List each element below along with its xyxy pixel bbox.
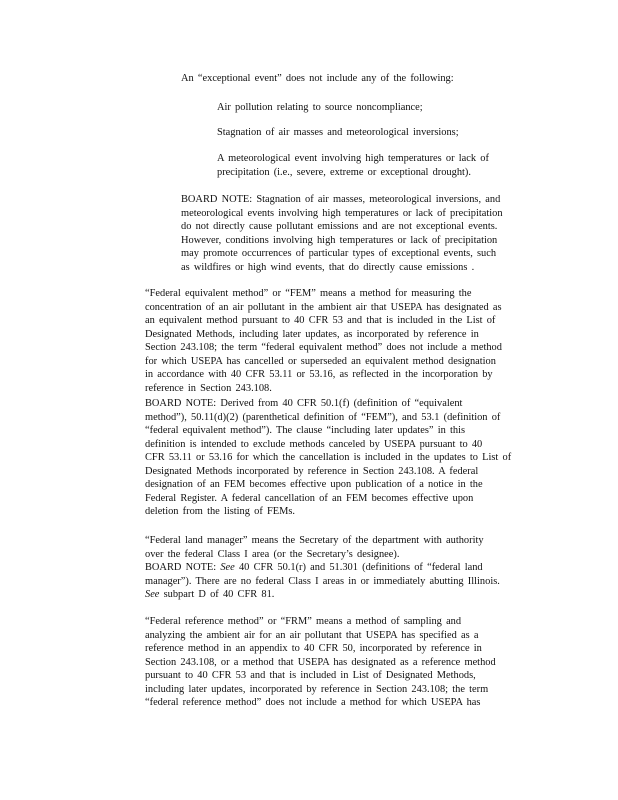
board-note-exceptional-events bbox=[181, 193, 536, 274]
see-signal: See bbox=[220, 562, 235, 573]
exclusion-item-2 bbox=[217, 126, 507, 140]
exclusion-line: Air pollution relating to source noncompliance; bbox=[217, 102, 423, 113]
note-line: do not directly cause pollutant emissions and are not exceptional events. bbox=[181, 221, 498, 232]
intro-line: An “exceptional event” does not include any of the following: bbox=[181, 73, 454, 84]
definition-line: for which USEPA has cancelled or superseded an equivalent method designation bbox=[145, 355, 496, 367]
definition-line: pursuant to 40 CFR 53 and that is included in List of Designated Methods, bbox=[145, 670, 476, 681]
note-line: manager”). There are no federal Class I areas in or immediately abutting Illinois. bbox=[145, 575, 500, 587]
note-line: CFR 53.11 or 53.16 for which the cancellation is included in the updates to List of bbox=[145, 452, 512, 463]
definition-line: Section 243.108; the term “federal equivalent method” does not include a method bbox=[145, 342, 502, 353]
definition-line: “Federal land manager” means the Secretary of the department with authority bbox=[145, 535, 484, 546]
note-line: BOARD NOTE: Stagnation of air masses, meteorological inversions, and bbox=[181, 194, 501, 205]
definition-line: in accordance with 40 CFR 53.11 or 53.16, as reflected in the incorporation by bbox=[145, 369, 493, 380]
note-line: as wildfires or high wind events, that do directly cause emissions . bbox=[181, 261, 475, 273]
note-line: BOARD NOTE: Derived from 40 CFR 50.1(f) (definition of “equivalent bbox=[145, 398, 463, 409]
exclusion-line: Stagnation of air masses and meteorological inversions; bbox=[217, 127, 459, 138]
definition-line: Section 243.108, or a method that USEPA has designated as a reference method bbox=[145, 656, 496, 668]
exceptional-event-intro bbox=[181, 72, 481, 86]
note-line: meteorological events involving high temperatures or lack of precipitation bbox=[181, 207, 503, 219]
definition-line: “federal reference method” does not include a method for which USEPA has bbox=[145, 697, 481, 708]
note-line: deletion from the listing of FEMs. bbox=[145, 506, 295, 517]
definition-line: including later updates, incorporated by reference in Section 243.108; the term bbox=[145, 683, 489, 695]
definition-line: analyzing the ambient air for an air pollutant that USEPA has specified as a bbox=[145, 629, 479, 641]
flm-definition bbox=[145, 534, 540, 561]
note-line: definition is intended to exclude methods canceled by USEPA pursuant to 40 bbox=[145, 438, 483, 450]
definition-line: over the federal Class I area (or the Secretary’s designee). bbox=[145, 548, 400, 560]
note-line bbox=[145, 588, 540, 602]
exclusion-item-3 bbox=[217, 152, 507, 179]
fem-definition bbox=[145, 287, 540, 395]
note-line bbox=[145, 561, 540, 575]
note-line: “federal equivalent method”). The clause “including later updates” in this bbox=[145, 425, 466, 436]
note-text: subpart D of 40 CFR 81. bbox=[159, 589, 275, 600]
note-text: 40 CFR 50.1(r) and 51.301 (definitions of “federal land bbox=[234, 562, 483, 573]
fem-board-note bbox=[145, 397, 540, 519]
definition-line: reference in Section 243.108. bbox=[145, 382, 272, 394]
see-signal: See bbox=[145, 589, 160, 600]
frm-definition bbox=[145, 615, 540, 710]
definition-line: an equivalent method pursuant to 40 CFR 53 and that is included in the List of bbox=[145, 315, 496, 326]
note-line: designation of an FEM becomes effective upon publication of a notice in the bbox=[145, 479, 483, 490]
note-line: Designated Methods incorporated by reference in Section 243.108. A federal bbox=[145, 465, 479, 477]
definition-line: Designated Methods, including later updates, as incorporated by reference in bbox=[145, 328, 479, 340]
exclusion-item-1 bbox=[217, 101, 507, 115]
note-prefix: BOARD NOTE: bbox=[145, 562, 221, 573]
note-line: method”), 50.11(d)(2) (parenthetical definition of “FEM”), and 53.1 (definition of bbox=[145, 411, 501, 423]
exclusion-line: A meteorological event involving high temperatures or lack of bbox=[217, 153, 489, 164]
exclusion-line: precipitation (i.e., severe, extreme or exceptional drought). bbox=[217, 166, 471, 178]
definition-line: concentration of an air pollutant in the ambient air that USEPA has designated as bbox=[145, 301, 502, 313]
definition-line: reference method in an appendix to 40 CFR 50, incorporated by reference in bbox=[145, 643, 482, 654]
note-line: may promote occurrences of particular types of exceptional events, such bbox=[181, 248, 497, 259]
note-line: Federal Register. A federal cancellation of an FEM becomes effective upon bbox=[145, 492, 474, 504]
definition-line: “Federal reference method” or “FRM” means a method of sampling and bbox=[145, 616, 462, 627]
note-line: However, conditions involving high temperatures or lack of precipitation bbox=[181, 234, 498, 246]
flm-board-note bbox=[145, 561, 540, 602]
definition-line: “Federal equivalent method” or “FEM” means a method for measuring the bbox=[145, 288, 472, 299]
